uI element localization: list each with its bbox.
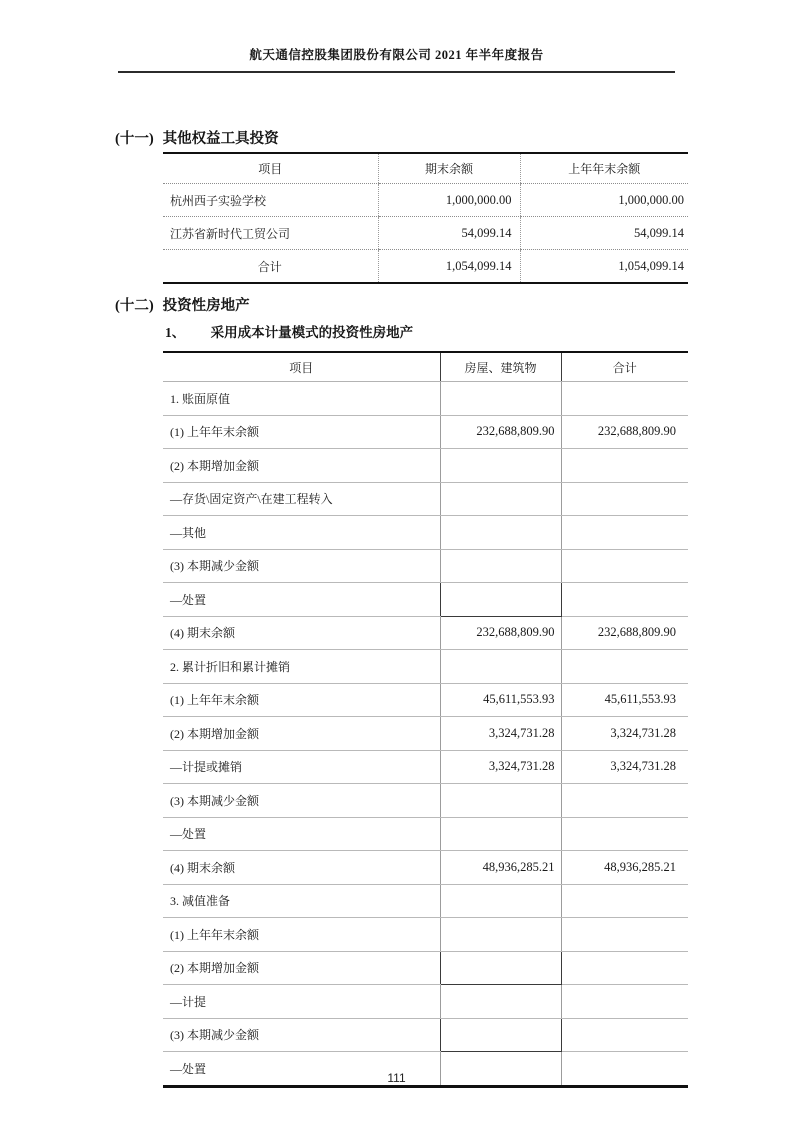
table-row: [163, 918, 688, 952]
section-12-title: 投资性房地产: [162, 298, 250, 314]
value-cell: [440, 884, 561, 918]
item-cell: 江苏省新时代工贸公司: [163, 217, 378, 250]
item-cell: —计提或摊销: [163, 750, 440, 784]
item-cell: (3) 本期减少金额: [163, 549, 440, 583]
item-cell: (3) 本期减少金额: [163, 784, 440, 818]
value-cell: [440, 985, 561, 1019]
value-cell: 232,688,809.90: [561, 415, 688, 449]
value-cell: [561, 918, 688, 952]
column-header-ending-balance: 期末余额: [378, 153, 520, 184]
value-cell: [440, 516, 561, 550]
value-cell: [440, 650, 561, 684]
value-cell: [561, 549, 688, 583]
item-cell: (4) 期末余额: [163, 851, 440, 885]
value-cell: [561, 449, 688, 483]
value-cell: [561, 650, 688, 684]
table-row: [163, 1018, 688, 1052]
value-cell: 1,000,000.00: [378, 184, 520, 217]
value-cell: [561, 817, 688, 851]
value-cell: [440, 951, 561, 985]
table-row: [163, 516, 688, 550]
column-header-total: 合计: [561, 352, 688, 382]
investment-property-table-body: [163, 382, 688, 1087]
column-header-buildings: 房屋、建筑物: [440, 352, 561, 382]
value-cell: 48,936,285.21: [440, 851, 561, 885]
investment-property-table: [163, 351, 688, 1088]
item-cell: —处置: [170, 1061, 207, 1076]
value-cell: 3,324,731.28: [440, 750, 561, 784]
table-row: [163, 750, 688, 784]
table-row: [163, 583, 688, 617]
table-row: [163, 884, 688, 918]
value-cell: 3,324,731.28: [561, 717, 688, 751]
value-cell: 232,688,809.90: [561, 616, 688, 650]
table-row: [163, 817, 688, 851]
table-row: [163, 449, 688, 483]
table-row: [163, 985, 688, 1019]
section-12-heading: [115, 298, 250, 315]
table-header-row: [163, 153, 688, 184]
value-cell: 45,611,553.93: [440, 683, 561, 717]
value-cell: [440, 482, 561, 516]
subsection-1-number: 1、: [165, 325, 186, 340]
value-cell: 232,688,809.90: [440, 616, 561, 650]
item-cell: (2) 本期增加金额: [163, 951, 440, 985]
value-cell: [440, 449, 561, 483]
table-row: [163, 382, 688, 416]
report-header-title: 航天通信控股集团股份有限公司 2021 年半年度报告: [118, 45, 675, 73]
table-row: [163, 482, 688, 516]
value-cell: [561, 583, 688, 617]
table-row: [163, 616, 688, 650]
value-cell: 54,099.14: [520, 217, 688, 250]
subsection-1-heading: [165, 324, 413, 341]
value-cell: [440, 918, 561, 952]
table-row: [163, 549, 688, 583]
table-row: [163, 951, 688, 985]
column-header-prior-year-balance: 上年年末余额: [520, 153, 688, 184]
value-cell: [440, 1018, 561, 1052]
table-row: [163, 784, 688, 818]
value-cell: [440, 549, 561, 583]
item-cell: 杭州西子实验学校: [163, 184, 378, 217]
item-cell: —存货\固定资产\在建工程转入: [163, 482, 440, 516]
table-row: [163, 184, 688, 217]
item-cell: (1) 上年年末余额: [163, 415, 440, 449]
value-cell: [440, 817, 561, 851]
item-cell: (2) 本期增加金额: [163, 717, 440, 751]
page-number: 111: [387, 1071, 406, 1085]
value-cell: 1,054,099.14: [378, 250, 520, 284]
value-cell: [561, 382, 688, 416]
value-cell: 48,936,285.21: [561, 851, 688, 885]
item-cell: —处置: [163, 583, 440, 617]
table-row: [163, 250, 688, 284]
item-cell: 2. 累计折旧和累计摊销: [163, 650, 440, 684]
section-11-label: (十一): [115, 131, 154, 147]
value-cell: 1,054,099.14: [520, 250, 688, 284]
other-equity-table-body: [163, 184, 688, 284]
column-header-item: 项目: [163, 352, 440, 382]
item-cell: 合计: [257, 259, 282, 274]
table-header-row: [163, 352, 688, 382]
value-cell: 3,324,731.28: [561, 750, 688, 784]
item-cell: —处置: [163, 817, 440, 851]
value-cell: 45,611,553.93: [561, 683, 688, 717]
item-cell: (1) 上年年末余额: [163, 918, 440, 952]
table-row: [163, 717, 688, 751]
value-cell: [561, 951, 688, 985]
item-cell: 3. 减值准备: [163, 884, 440, 918]
value-cell: [561, 884, 688, 918]
table-row: [163, 851, 688, 885]
section-11-title: 其他权益工具投资: [162, 131, 279, 147]
item-cell: 1. 账面原值: [163, 382, 440, 416]
item-cell: —其他: [163, 516, 440, 550]
column-header-item: 项目: [163, 153, 378, 184]
table-row: [163, 217, 688, 250]
value-cell: 232,688,809.90: [440, 415, 561, 449]
table-row: [163, 415, 688, 449]
value-cell: [561, 1018, 688, 1052]
item-cell: (4) 期末余额: [163, 616, 440, 650]
item-cell: (1) 上年年末余额: [163, 683, 440, 717]
value-cell: [440, 583, 561, 617]
item-cell: (2) 本期增加金额: [163, 449, 440, 483]
other-equity-investment-table: [163, 152, 688, 284]
value-cell: [561, 482, 688, 516]
subsection-1-title: 采用成本计量模式的投资性房地产: [210, 325, 414, 340]
table-row: [163, 683, 688, 717]
value-cell: [440, 382, 561, 416]
section-12-label: (十二): [115, 298, 154, 314]
value-cell: 1,000,000.00: [520, 184, 688, 217]
value-cell: [440, 784, 561, 818]
value-cell: [561, 985, 688, 1019]
item-cell: —计提: [163, 985, 440, 1019]
section-11-heading: [115, 131, 279, 148]
item-cell: (3) 本期减少金额: [163, 1018, 440, 1052]
value-cell: [561, 516, 688, 550]
value-cell: 54,099.14: [378, 217, 520, 250]
table-row: [163, 650, 688, 684]
value-cell: 3,324,731.28: [440, 717, 561, 751]
value-cell: [561, 784, 688, 818]
